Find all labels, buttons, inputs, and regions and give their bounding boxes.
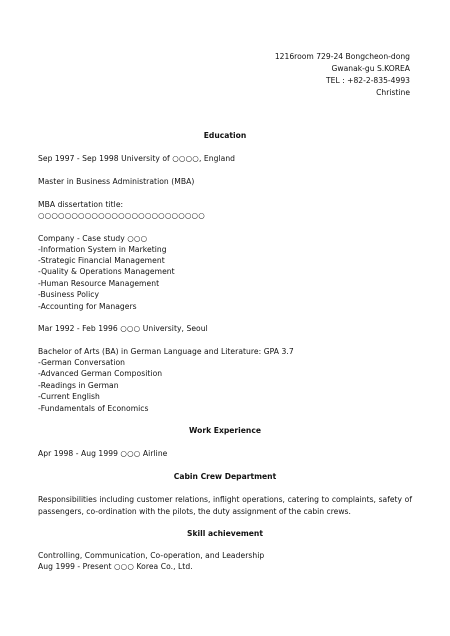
education-entry-mba: Sep 1997 - Sep 1998 University of ○○○○, England (38, 154, 236, 163)
course-item: -Business Policy (38, 290, 100, 299)
dissertation-label: MBA dissertation title: (38, 200, 124, 209)
course-item: -German Conversation (38, 358, 126, 367)
education-heading: Education (203, 131, 247, 140)
education-entry-ba: Mar 1992 - Feb 1996 ○○○ University, Seoul (38, 324, 208, 333)
address-name: Christine (376, 88, 410, 97)
work-heading: Work Experience (189, 426, 261, 435)
work-responsibilities: Responsibilities including customer relations, inflight operations, catering to complaints, safety of passengers, co-ordination with the pilots, the duty assignment of the cabin crews. (38, 495, 412, 516)
course-item: -Current English (38, 392, 100, 401)
dissertation-title: ○○○○○○○○○○○○○○○○○○○○○○○○○ (38, 211, 205, 220)
course-item: -Accounting for Managers (38, 302, 137, 311)
address-phone: TEL : +82-2-835-4993 (326, 76, 410, 85)
skills-current-job: Aug 1999 - Present ○○○ Korea Co., Ltd. (38, 562, 193, 571)
course-item: -Readings in German (38, 381, 119, 390)
education-degree-ba: Bachelor of Arts (BA) in German Language and Literature: GPA 3.7 (38, 347, 294, 356)
cabin-crew-heading: Cabin Crew Department (173, 472, 277, 481)
course-item: -Information System in Marketing (38, 245, 167, 254)
skills-line: Controlling, Communication, Co-operation, and Leadership (38, 551, 265, 560)
address-street: 1216room 729-24 Bongcheon-dong (274, 52, 410, 61)
course-item: -Strategic Financial Management (38, 256, 165, 265)
course-item: -Human Resource Management (38, 279, 160, 288)
course-item: -Advanced German Composition (38, 369, 163, 378)
course-item: -Quality & Operations Management (38, 267, 175, 276)
education-degree-mba: Master in Business Administration (MBA) (38, 177, 195, 186)
company-case-study: Company - Case study ○○○ (38, 234, 148, 243)
course-item: -Fundamentals of Economics (38, 404, 149, 413)
work-entry: Apr 1998 - Aug 1999 ○○○ Airline (38, 449, 168, 458)
skills-heading: Skill achievement (187, 529, 263, 538)
address-city: Gwanak-gu S.KOREA (331, 64, 410, 73)
